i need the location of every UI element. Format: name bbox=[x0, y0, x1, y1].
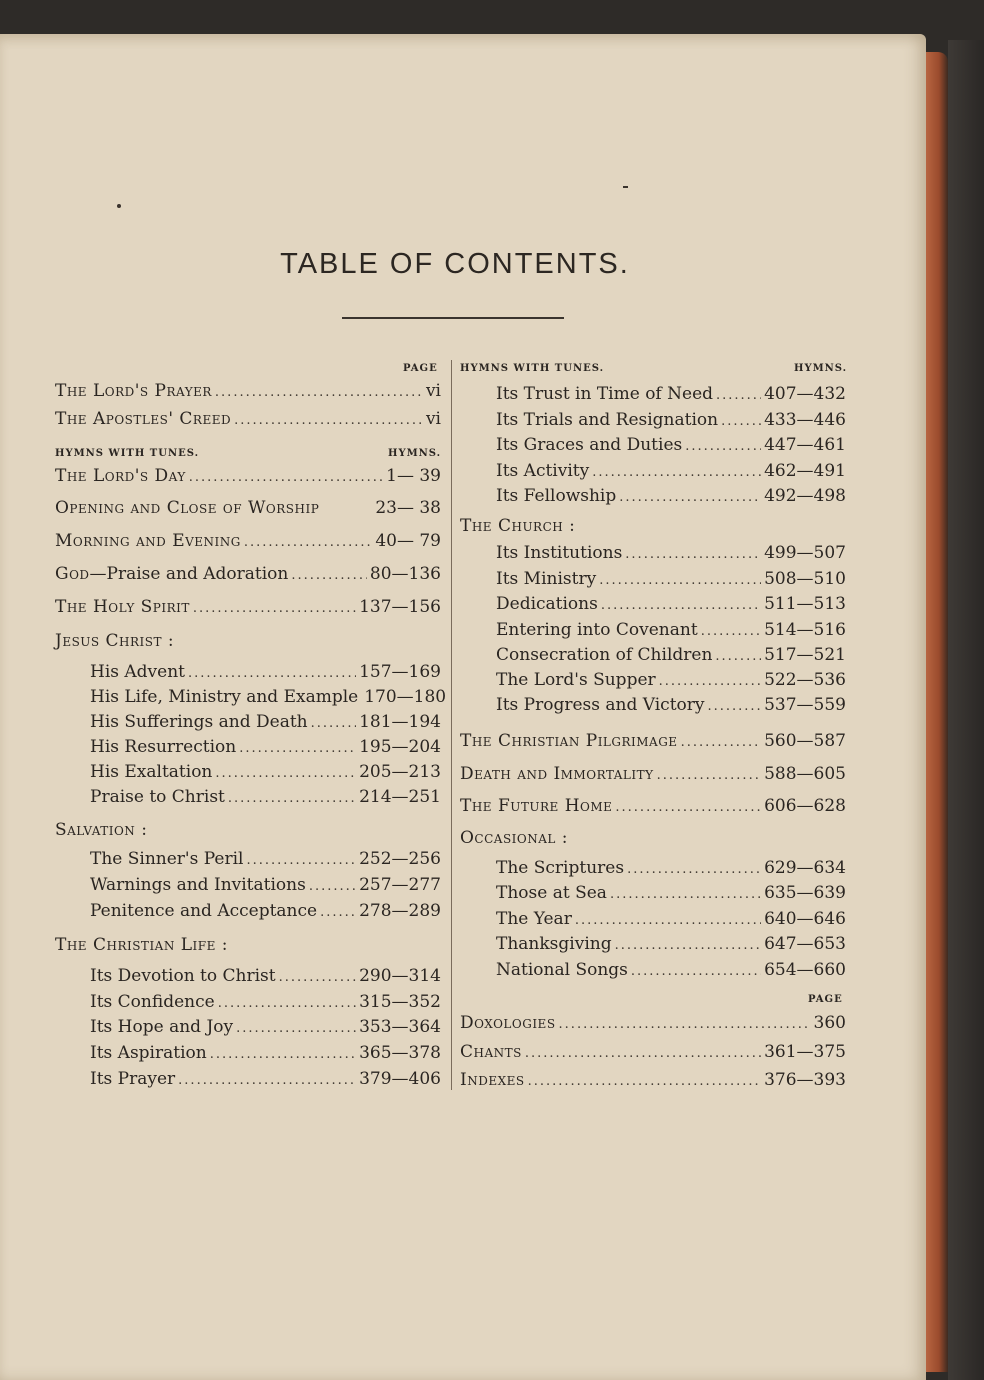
entry-label: The Christian Pilgrimage bbox=[460, 731, 678, 751]
toc-entry[interactable] bbox=[496, 542, 846, 566]
entry-label: Opening and Close of Worship bbox=[55, 498, 320, 518]
toc-entry[interactable] bbox=[90, 786, 441, 810]
leader-dots bbox=[525, 1043, 761, 1065]
toc-entry[interactable] bbox=[90, 736, 441, 760]
toc-entry[interactable] bbox=[90, 900, 441, 924]
entry-hymns: 1— 39 bbox=[386, 466, 441, 486]
leader-dots bbox=[528, 1071, 761, 1093]
leader-dots bbox=[210, 1044, 356, 1066]
leader-dots bbox=[631, 961, 761, 983]
entry-label: Dedications bbox=[496, 594, 598, 614]
entry-label bbox=[55, 563, 288, 585]
entry-hymns: 433—446 bbox=[764, 410, 846, 430]
entry-label: Its Confidence bbox=[90, 992, 215, 1012]
toc-entry[interactable] bbox=[90, 661, 441, 685]
toc-entry[interactable] bbox=[90, 1016, 441, 1040]
entry-label-sc: God bbox=[55, 564, 90, 584]
entry-label: National Songs bbox=[496, 960, 628, 980]
entry-label: Its Trials and Resignation bbox=[496, 410, 719, 430]
toc-entry-death-immortality[interactable] bbox=[460, 763, 846, 787]
entry-hymns: 635—639 bbox=[764, 883, 846, 903]
entry-label: Death and Immortality bbox=[460, 764, 654, 784]
toc-entry[interactable] bbox=[496, 882, 846, 906]
leader-dots bbox=[189, 467, 383, 489]
toc-entry-apostles-creed[interactable] bbox=[55, 408, 441, 432]
toc-entry-lords-day[interactable] bbox=[55, 465, 441, 489]
leader-dots bbox=[309, 876, 356, 898]
toc-entry[interactable] bbox=[496, 409, 846, 433]
entry-hymns: 195—204 bbox=[359, 737, 441, 757]
toc-entry-holy-spirit[interactable] bbox=[55, 596, 441, 620]
entry-label: The Future Home bbox=[460, 796, 613, 816]
entry-label: His Resurrection bbox=[90, 737, 237, 757]
entry-label: The Lord's Supper bbox=[496, 670, 656, 690]
entry-hymns: 508—510 bbox=[764, 569, 846, 589]
entry-label: Doxologies bbox=[460, 1013, 556, 1033]
leader-dots bbox=[716, 385, 761, 407]
leader-dots bbox=[239, 738, 356, 760]
toc-entry[interactable] bbox=[496, 619, 846, 643]
entry-label: Penitence and Acceptance bbox=[90, 901, 318, 921]
page-header: PAGE bbox=[808, 994, 843, 1005]
entry-hymns: 353—364 bbox=[359, 1017, 441, 1037]
entry-hymns: 278—289 bbox=[359, 901, 441, 921]
leader-dots bbox=[592, 462, 761, 484]
leader-dots bbox=[246, 850, 356, 872]
entry-label: Praise to Christ bbox=[90, 787, 225, 807]
entry-label-rest: —Praise and Adoration bbox=[89, 564, 289, 584]
entry-hymns: 511—513 bbox=[764, 594, 846, 614]
entry-hymns: 290—314 bbox=[359, 966, 441, 986]
entry-label: His Sufferings and Death bbox=[90, 712, 308, 732]
section-jesus-christ: Jesus Christ : bbox=[55, 631, 175, 651]
entry-label: The Lord's Day bbox=[55, 466, 186, 486]
toc-entry[interactable] bbox=[90, 1042, 441, 1066]
leader-dots bbox=[681, 732, 762, 754]
entry-label: Those at Sea bbox=[496, 883, 607, 903]
column-divider bbox=[451, 360, 452, 1090]
leader-dots bbox=[615, 935, 762, 957]
toc-entry-future-home[interactable] bbox=[460, 795, 846, 819]
section-header-hymns-with-tunes: HYMNS WITH TUNES. bbox=[460, 363, 605, 374]
page-header: PAGE bbox=[403, 363, 438, 374]
entry-hymns: 170—180 bbox=[364, 687, 447, 707]
toc-entry[interactable] bbox=[496, 593, 846, 617]
entry-label: Its Prayer bbox=[90, 1069, 176, 1089]
entry-hymns: 514—516 bbox=[764, 620, 846, 640]
toc-entry[interactable] bbox=[90, 991, 441, 1015]
toc-entry-lords-prayer[interactable] bbox=[55, 380, 441, 404]
toc-entry-opening-close[interactable] bbox=[55, 497, 441, 521]
page-title: TABLE OF CONTENTS. bbox=[280, 248, 630, 280]
entry-hymns: 40— 79 bbox=[375, 531, 441, 551]
entry-page: vi bbox=[425, 381, 441, 401]
entry-hymns: 499—507 bbox=[764, 543, 846, 563]
entry-label: Its Devotion to Christ bbox=[90, 966, 276, 986]
entry-hymns: 537—559 bbox=[764, 695, 846, 715]
entry-hymns: 252—256 bbox=[359, 849, 441, 869]
toc-entry[interactable] bbox=[90, 686, 447, 710]
leader-dots bbox=[234, 410, 423, 432]
entry-hymns: 365—378 bbox=[359, 1043, 441, 1063]
entry-hymns: 517—521 bbox=[764, 645, 846, 665]
leader-dots bbox=[193, 598, 356, 620]
section-christian-life: The Christian Life : bbox=[55, 935, 228, 955]
entry-label: Its Progress and Victory bbox=[496, 695, 705, 715]
leader-dots bbox=[228, 788, 356, 810]
leader-dots bbox=[188, 663, 356, 685]
entry-hymns: 137—156 bbox=[359, 597, 441, 617]
leader-dots bbox=[291, 565, 367, 587]
toc-entry-chants[interactable] bbox=[460, 1041, 846, 1065]
entry-hymns: 629—634 bbox=[764, 858, 846, 878]
leader-dots bbox=[657, 765, 762, 787]
section-occasional: Occasional : bbox=[460, 828, 569, 848]
entry-hymns: 257—277 bbox=[359, 875, 441, 895]
entry-hymns: 315—352 bbox=[359, 992, 441, 1012]
entry-label: Its Ministry bbox=[496, 569, 597, 589]
entry-hymns: 647—653 bbox=[764, 934, 846, 954]
toc-entry[interactable] bbox=[496, 644, 846, 668]
leader-dots bbox=[559, 1014, 811, 1036]
leader-dots bbox=[708, 696, 762, 718]
entry-label: Consecration of Children bbox=[496, 645, 713, 665]
entry-hymns: 157—169 bbox=[359, 662, 441, 682]
leader-dots bbox=[721, 411, 761, 433]
entry-label: Morning and Evening bbox=[55, 531, 241, 551]
entry-hymns: 407—432 bbox=[764, 384, 846, 404]
leader-dots bbox=[311, 713, 356, 735]
entry-hymns: 181—194 bbox=[359, 712, 441, 732]
entry-hymns: 447—461 bbox=[764, 435, 846, 455]
entry-page: 376—393 bbox=[764, 1070, 846, 1090]
toc-entry[interactable] bbox=[496, 434, 846, 458]
toc-entry[interactable] bbox=[496, 857, 846, 881]
entry-label: Its Hope and Joy bbox=[90, 1017, 234, 1037]
leader-dots bbox=[218, 993, 356, 1015]
leader-dots bbox=[610, 884, 761, 906]
entry-label: Its Aspiration bbox=[90, 1043, 207, 1063]
toc-entry[interactable] bbox=[90, 1068, 441, 1092]
section-church: The Church : bbox=[460, 516, 576, 536]
ink-speck bbox=[623, 186, 628, 188]
leader-dots bbox=[215, 763, 356, 785]
leader-dots bbox=[715, 646, 761, 668]
toc-entry[interactable] bbox=[496, 908, 846, 932]
ink-speck bbox=[117, 204, 121, 208]
toc-entry[interactable] bbox=[90, 761, 441, 785]
toc-entry[interactable] bbox=[90, 848, 441, 872]
entry-label: Chants bbox=[460, 1042, 522, 1062]
entry-label: His Exaltation bbox=[90, 762, 213, 782]
toc-entry-christian-pilgrimage[interactable] bbox=[460, 730, 846, 754]
toc-entry[interactable] bbox=[90, 711, 441, 735]
toc-entry[interactable] bbox=[496, 669, 846, 693]
entry-hymns: 588—605 bbox=[764, 764, 846, 784]
leader-dots bbox=[178, 1070, 356, 1092]
leader-dots bbox=[627, 859, 761, 881]
entry-label: His Advent bbox=[90, 662, 185, 682]
toc-entry[interactable] bbox=[496, 383, 846, 407]
entry-label: The Holy Spirit bbox=[55, 597, 190, 617]
entry-label: Its Fellowship bbox=[496, 486, 617, 506]
toc-entry[interactable] bbox=[496, 933, 846, 957]
leader-dots bbox=[619, 487, 761, 509]
entry-hymns: 205—213 bbox=[359, 762, 441, 782]
entry-page: 360 bbox=[813, 1013, 846, 1033]
entry-label: The Apostles' Creed bbox=[55, 409, 232, 429]
leader-dots bbox=[236, 1018, 356, 1040]
entry-hymns: 492—498 bbox=[764, 486, 846, 506]
leader-dots bbox=[659, 671, 761, 693]
section-header-hymns: HYMNS. bbox=[794, 363, 848, 374]
entry-label: The Year bbox=[496, 909, 572, 929]
leader-dots bbox=[625, 544, 761, 566]
entry-label: The Sinner's Peril bbox=[90, 849, 244, 869]
toc-entry[interactable] bbox=[496, 959, 846, 983]
entry-hymns: 606—628 bbox=[764, 796, 846, 816]
entry-hymns: 462—491 bbox=[764, 461, 846, 481]
entry-hymns: 560—587 bbox=[764, 731, 846, 751]
section-header-hymns-with-tunes: HYMNS WITH TUNES. bbox=[55, 448, 200, 459]
entry-label: Its Activity bbox=[496, 461, 590, 481]
entry-hymns: 214—251 bbox=[359, 787, 441, 807]
entry-label: His Life, Ministry and Example bbox=[90, 687, 359, 707]
title-rule bbox=[342, 317, 564, 319]
entry-page: vi bbox=[425, 409, 441, 429]
leader-dots bbox=[599, 570, 761, 592]
toc-entry[interactable] bbox=[90, 965, 441, 989]
entry-page: 361—375 bbox=[764, 1042, 846, 1062]
toc-entry[interactable] bbox=[496, 568, 846, 592]
leader-dots bbox=[701, 621, 761, 643]
toc-entry-doxologies[interactable] bbox=[460, 1012, 846, 1036]
entry-label: Its Institutions bbox=[496, 543, 623, 563]
toc-entry[interactable] bbox=[496, 460, 846, 484]
toc-entry-god[interactable] bbox=[55, 563, 441, 587]
toc-entry[interactable] bbox=[496, 694, 846, 718]
leader-dots bbox=[601, 595, 761, 617]
entry-label: Thanksgiving bbox=[496, 934, 612, 954]
entry-label: Its Trust in Time of Need bbox=[496, 384, 714, 404]
entry-label: Entering into Covenant bbox=[496, 620, 698, 640]
entry-hymns: 379—406 bbox=[359, 1069, 441, 1089]
entry-label: Indexes bbox=[460, 1070, 525, 1090]
leader-dots bbox=[575, 910, 761, 932]
section-salvation: Salvation : bbox=[55, 820, 148, 840]
leader-dots bbox=[279, 967, 356, 989]
leader-dots bbox=[320, 902, 356, 924]
toc-entry[interactable] bbox=[496, 485, 846, 509]
book-cover bbox=[948, 40, 984, 1380]
entry-hymns: 522—536 bbox=[764, 670, 846, 690]
entry-label: Its Graces and Duties bbox=[496, 435, 683, 455]
entry-label: The Lord's Prayer bbox=[55, 381, 212, 401]
leader-dots bbox=[615, 797, 761, 819]
section-header-hymns: HYMNS. bbox=[388, 448, 442, 459]
leader-dots bbox=[215, 382, 423, 404]
toc-entry-indexes[interactable] bbox=[460, 1069, 846, 1093]
entry-hymns: 640—646 bbox=[764, 909, 846, 929]
toc-entry-morning-evening[interactable] bbox=[55, 530, 441, 554]
entry-label: Warnings and Invitations bbox=[90, 875, 306, 895]
leader-dots bbox=[244, 532, 372, 554]
toc-entry[interactable] bbox=[90, 874, 441, 898]
leader-dots bbox=[685, 436, 761, 458]
entry-label: The Scriptures bbox=[496, 858, 625, 878]
entry-hymns: 654—660 bbox=[764, 960, 846, 980]
entry-hymns: 80—136 bbox=[369, 564, 441, 584]
entry-hymns: 23— 38 bbox=[375, 498, 441, 518]
